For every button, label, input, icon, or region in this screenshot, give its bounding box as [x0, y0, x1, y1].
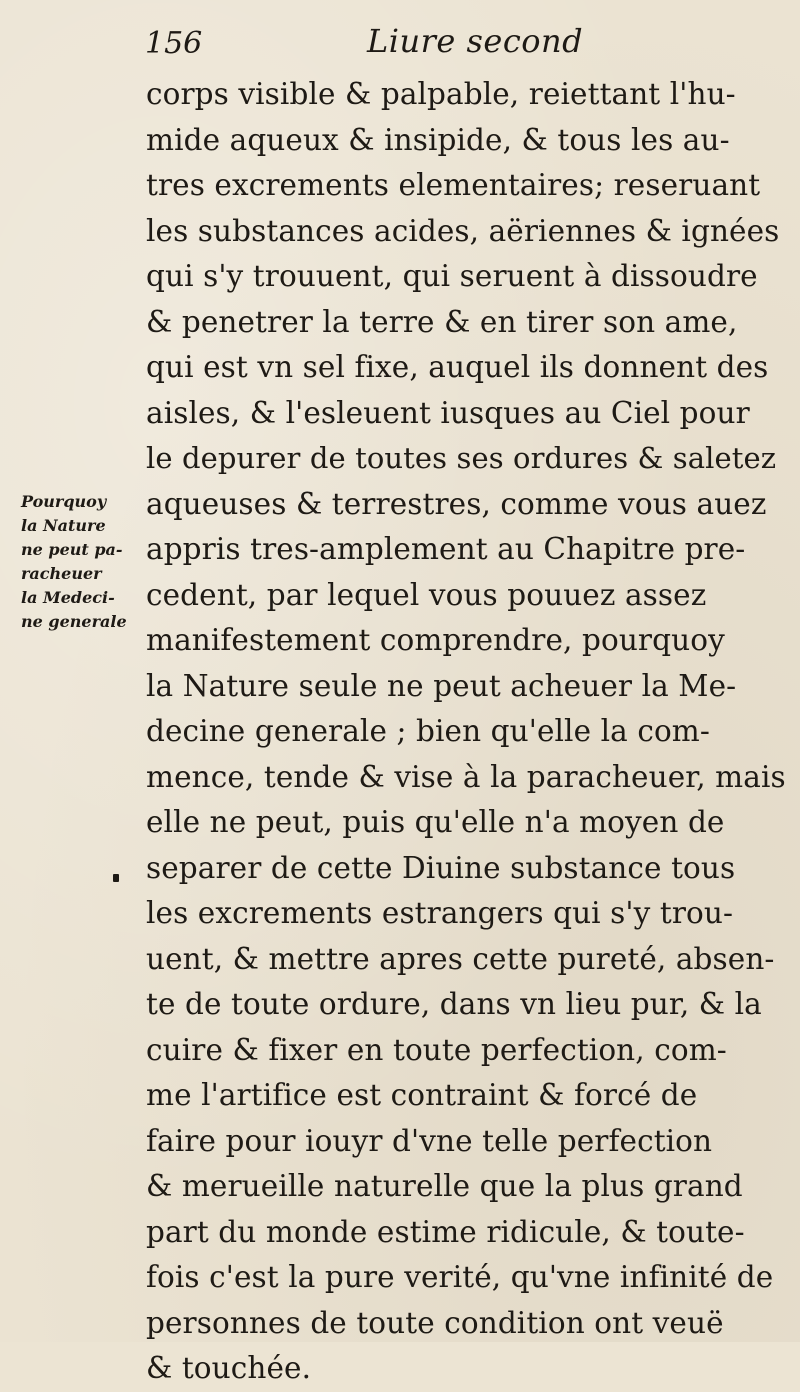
text-line: separer de cette Diuine substance tous: [146, 850, 736, 885]
text-line: & penetrer la terre & en tirer son ame,: [146, 304, 738, 339]
margin-note-line: racheuer: [21, 564, 102, 583]
body-text: [146, 72, 786, 1392]
text-line: mence, tende & vise à la paracheuer, mais: [146, 759, 786, 794]
text-line: appris tres-amplement au Chapitre pre-: [146, 532, 746, 566]
text-line: corps visible & palpable, reiettant l'hu-: [146, 77, 736, 111]
text-line: elle ne peut, puis qu'elle n'a moyen de: [146, 805, 725, 839]
text-line: tres excrements elementaires; reseruant: [146, 168, 761, 202]
margin-note-line: ne peut pa-: [21, 540, 123, 559]
text-line: les excrements estrangers qui s'y trou-: [146, 896, 734, 930]
margin-note-line: ne generale: [21, 612, 127, 631]
margin-note-line: Pourquoy: [21, 492, 107, 511]
text-line: les substances acides, aëriennes & ignées: [146, 213, 780, 248]
text-line: fois c'est la pure verité, qu'vne infinité de: [146, 1260, 774, 1294]
text-line: part du monde estime ridicule, & toute-: [146, 1214, 745, 1249]
text-line: uent, & mettre apres cette pureté, absen-: [146, 941, 775, 976]
text-line: cedent, par lequel vous pouuez assez: [146, 577, 707, 612]
text-line: mide aqueux & insipide, & tous les au-: [146, 122, 730, 157]
text-line: cuire & fixer en toute perfection, com-: [146, 1032, 727, 1067]
text-line: aisles, & l'esleuent iusques au Ciel pour: [146, 395, 750, 430]
text-line: qui s'y trouuent, qui seruent à dissoudre: [146, 259, 758, 293]
margin-note-line: la Medeci-: [21, 588, 115, 607]
text-line: aqueuses & terrestres, comme vous auez: [146, 486, 767, 521]
page-number: 156: [145, 26, 203, 61]
margin-bullet-mark: [113, 874, 119, 882]
text-line: personnes de toute condition ont veuë: [146, 1305, 724, 1340]
page-header: [145, 22, 625, 72]
margin-note: [21, 490, 146, 634]
text-line: & touchée.: [146, 1351, 312, 1385]
text-line: manifestement comprendre, pourquoy: [146, 623, 725, 657]
text-line: faire pour iouyr d'vne telle perfection: [146, 1123, 713, 1158]
text-line: la Nature seule ne peut acheuer la Me-: [146, 668, 737, 703]
margin-note-line: la Nature: [21, 516, 106, 535]
text-line: le depurer de toutes ses ordures & saletez: [146, 441, 777, 475]
text-line: decine generale ; bien qu'elle la com-: [146, 714, 710, 748]
text-line: qui est vn sel fixe, auquel ils donnent des: [146, 350, 769, 384]
text-line: me l'artifice est contraint & forcé de: [146, 1078, 698, 1112]
running-head: Liure second: [367, 22, 584, 60]
text-line: te de toute ordure, dans vn lieu pur, & la: [146, 987, 762, 1021]
text-line: & merueille naturelle que la plus grand: [146, 1169, 743, 1203]
